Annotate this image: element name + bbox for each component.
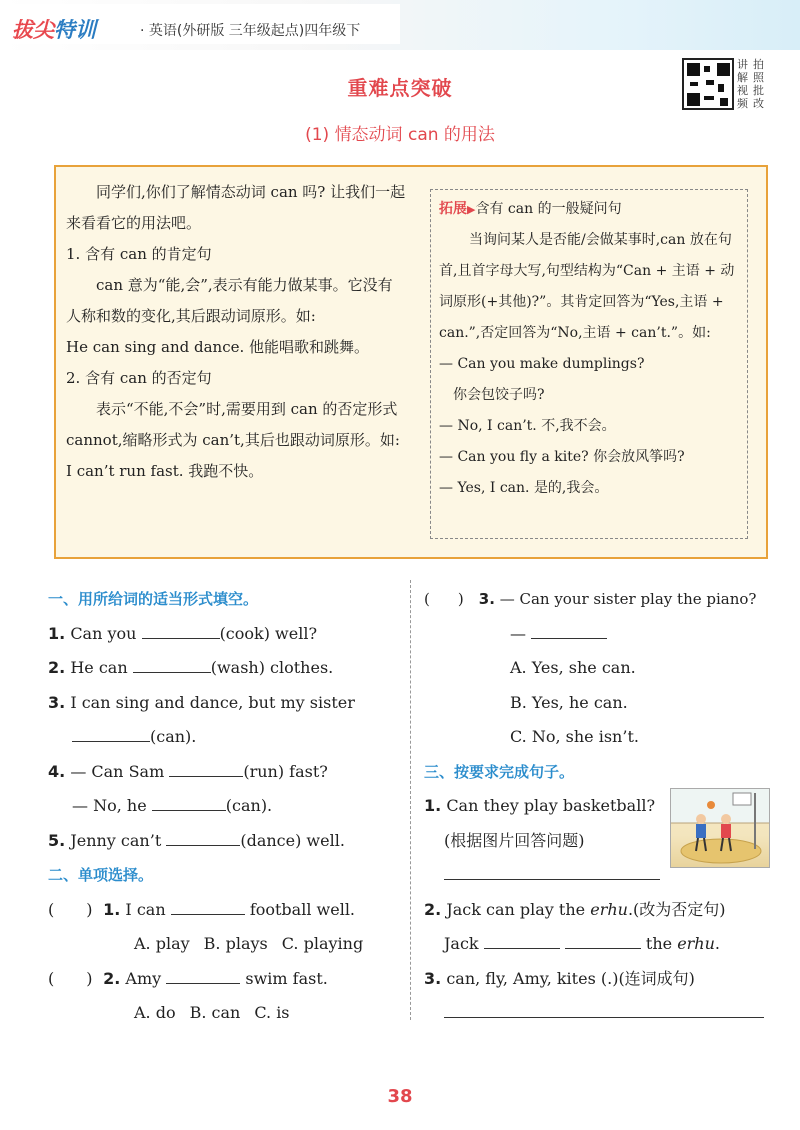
answer-blank (171, 899, 245, 915)
knowledge-text (66, 177, 406, 487)
extension-heading (439, 194, 739, 225)
point1-example-line (66, 332, 406, 363)
question-number: 1. (424, 796, 442, 815)
page-subtitle: (1) 情态动词 can 的用法 (305, 125, 495, 145)
paren-open: ( (48, 968, 55, 988)
brand-logo (12, 14, 96, 44)
answer-blank (166, 968, 240, 984)
question-text-end: swim fast. (245, 968, 328, 988)
s1-question-4 (48, 755, 398, 790)
extension-box (430, 189, 748, 539)
qr-label: 拍 (753, 58, 764, 71)
paren-close: ) (457, 590, 464, 608)
answer-blank[interactable] (152, 795, 226, 811)
paren-open: ( (48, 899, 55, 919)
brand-part-2: 特训 (54, 18, 96, 42)
point2-example: I can’t run fast. (66, 462, 184, 480)
question-text: — Can Sam (70, 761, 165, 781)
qr-label: 讲 (737, 58, 748, 71)
extension-example-2-en: — No, I can’t. (439, 418, 537, 434)
section2-title: 二、单项选择。 (48, 866, 154, 884)
s2-question-3-option-c[interactable]: C. No, she isn’t. (510, 727, 639, 746)
point2-heading: 2. 含有 can 的否定句 (66, 369, 212, 387)
question-text: I can sing and dance, but my sister (70, 692, 355, 712)
column-divider (410, 580, 411, 1020)
question-hint: (can). (225, 796, 273, 815)
answer-blank[interactable] (565, 933, 641, 949)
extension-example-4-en: — Yes, I can. (439, 480, 530, 496)
option-c[interactable]: C. playing (281, 934, 364, 953)
s2-question-1 (48, 893, 398, 928)
question-hint: (can). (150, 727, 197, 746)
s1-question-3-cont (48, 720, 398, 755)
point1-example-cn: 他能唱歌和跳舞。 (249, 338, 370, 356)
question-number: 1. (103, 899, 121, 919)
section3-title: 三、按要求完成句子。 (424, 762, 575, 781)
play-arrow-icon: ▶ (467, 203, 476, 216)
question-text: I can (125, 899, 166, 919)
s2-question-3-option-a[interactable]: A. Yes, she can. (510, 658, 636, 677)
s2-question-3-option-b[interactable]: B. Yes, he can. (510, 692, 628, 712)
question-number: 2. (424, 899, 442, 919)
question-text: Can you (70, 623, 137, 643)
question-text-em: erhu (590, 899, 628, 919)
qr-label: 批 (753, 84, 764, 97)
question-number: 3. (48, 692, 66, 712)
s3-question-3 (424, 962, 774, 997)
answer-line[interactable] (444, 864, 660, 880)
extension-text: 当询问某人是否能/会做某事时,can 放在句首,且首字母大写,句型结构为“Can + 主语 + 动词原形(+其他)?”。其肯定回答为“Yes,主语 + can.”,否定回答为“No,主语 + can’t.”。如: (439, 232, 735, 341)
question-number: 1. (48, 623, 66, 643)
extension-example-1-cn: 你会包饺子吗? (453, 387, 545, 403)
question-number: 3. (424, 968, 442, 988)
answer-blank[interactable] (484, 933, 560, 949)
paren-open: ( (424, 590, 430, 608)
question-text: can, fly, Amy, kites (.)(连词成句) (446, 968, 695, 988)
extension-example-3 (439, 442, 739, 473)
extension-example-3-cn: 你会放风筝吗? (593, 449, 685, 465)
question-text: — Can your sister play the piano? (499, 590, 757, 608)
qr-code-icon[interactable] (682, 58, 734, 110)
header-bar (0, 0, 800, 50)
s1-question-5 (48, 824, 398, 859)
extension-example-4 (439, 473, 739, 504)
option-a[interactable]: A. play (134, 934, 190, 953)
option-a[interactable]: A. do (134, 1003, 176, 1022)
point2-text: 表示“不能,不会”时,需要用到 can 的否定形式 cannot,缩略形式为 can’t,其后也跟动词原形。如: (66, 400, 400, 449)
knowledge-box (54, 165, 768, 559)
s3-question-2 (424, 893, 774, 928)
question-text: He can (70, 658, 128, 677)
question-number: 2. (103, 968, 121, 988)
brand-part-1: 拔尖 (12, 18, 54, 42)
answer-blank[interactable] (169, 761, 243, 777)
answer-the: the (645, 934, 673, 953)
qr-labels (737, 58, 769, 110)
extension-example-4-cn: 是的,我会。 (533, 480, 609, 496)
extension-title: 含有 can 的一般疑问句 (475, 201, 622, 217)
answer-blank[interactable] (133, 657, 211, 673)
s2-question-2-options (48, 996, 398, 1031)
extension-example-2 (439, 411, 739, 442)
point1-example: He can sing and dance. (66, 338, 245, 356)
answer-suffix: erhu (677, 934, 715, 953)
question-text: — No, he (72, 796, 147, 815)
page-title: 重难点突破 (347, 76, 453, 100)
s3-question-1-note: (根据图片回答问题) (444, 830, 585, 850)
question-number: 3. (478, 590, 495, 608)
option-c[interactable]: C. is (254, 1003, 290, 1022)
answer-dash: — (510, 623, 526, 643)
qr-label: 改 (753, 97, 764, 110)
series-title: · 英语(外研版 三年级起点)四年级下 (140, 23, 361, 39)
section1-title: 一、用所给词的适当形式填空。 (48, 590, 259, 608)
basketball-illustration-icon (671, 789, 770, 868)
qr-label: 解 (737, 71, 748, 84)
answer-blank (531, 623, 607, 639)
answer-blank[interactable] (142, 623, 220, 639)
question-text: Jenny can’t (70, 830, 162, 850)
s3-question-3-answer (424, 996, 774, 1031)
s1-question-3 (48, 686, 398, 721)
question-hint: (dance) well. (240, 830, 345, 850)
point2-example-line (66, 456, 406, 487)
question-hint: (cook) well? (219, 623, 318, 643)
question-text-post: .(改为否定句) (627, 899, 726, 919)
question-hint: (wash) clothes. (210, 658, 334, 677)
basketball-picture (670, 788, 770, 868)
question-hint: (run) fast? (243, 761, 328, 781)
question-number: 2. (48, 658, 66, 677)
answer-blank[interactable] (72, 726, 150, 742)
qr-label: 照 (753, 71, 764, 84)
point1-heading: 1. 含有 can 的肯定句 (66, 245, 212, 263)
s2-question-1-options (48, 927, 398, 962)
intro-text: 同学们,你们了解情态动词 can 吗? 让我们一起来看看它的用法吧。 (66, 183, 406, 232)
s1-question-1 (48, 617, 398, 652)
s2-question-2 (48, 962, 398, 997)
option-b[interactable]: B. plays (203, 934, 268, 953)
s3-question-2-answer: Jack the erhu. (444, 934, 721, 953)
qr-label: 视 (737, 84, 748, 97)
answer-parens[interactable] (48, 962, 98, 997)
answer-prefix: Jack (444, 934, 479, 953)
paren-close: ) (86, 968, 93, 988)
answer-line[interactable] (444, 1002, 764, 1018)
question-text: Amy (125, 968, 162, 988)
extension-example-1: — Can you make dumplings? (439, 356, 645, 372)
s1-question-4-cont (48, 789, 398, 824)
answer-blank[interactable] (166, 830, 240, 846)
question-number: 5. (48, 830, 66, 850)
paren-close: ) (86, 899, 93, 919)
extension-example-3-en: — Can you fly a kite? (439, 449, 589, 465)
point2-example-cn: 我跑不快。 (188, 462, 264, 480)
extension-label: 拓展 (439, 201, 467, 217)
question-text: Can they play basketball? (446, 796, 656, 815)
answer-parens[interactable] (424, 582, 474, 617)
point1-text: can 意为“能,会”,表示有能力做某事。它没有人称和数的变化,其后跟动词原形。如: (66, 276, 393, 325)
extension-example-2-cn: 不,我不会。 (541, 418, 616, 434)
option-b[interactable]: B. can (189, 1003, 241, 1022)
answer-parens[interactable] (48, 893, 98, 928)
page-number: 38 (387, 1086, 413, 1107)
question-number: 4. (48, 761, 66, 781)
s1-question-2 (48, 651, 398, 686)
question-text: Jack can play the (446, 899, 586, 919)
s2-question-3 (424, 582, 774, 617)
s2-question-3-answer (424, 617, 774, 652)
left-column (48, 582, 398, 1031)
qr-label: 频 (737, 97, 748, 110)
question-text-end: football well. (249, 899, 356, 919)
